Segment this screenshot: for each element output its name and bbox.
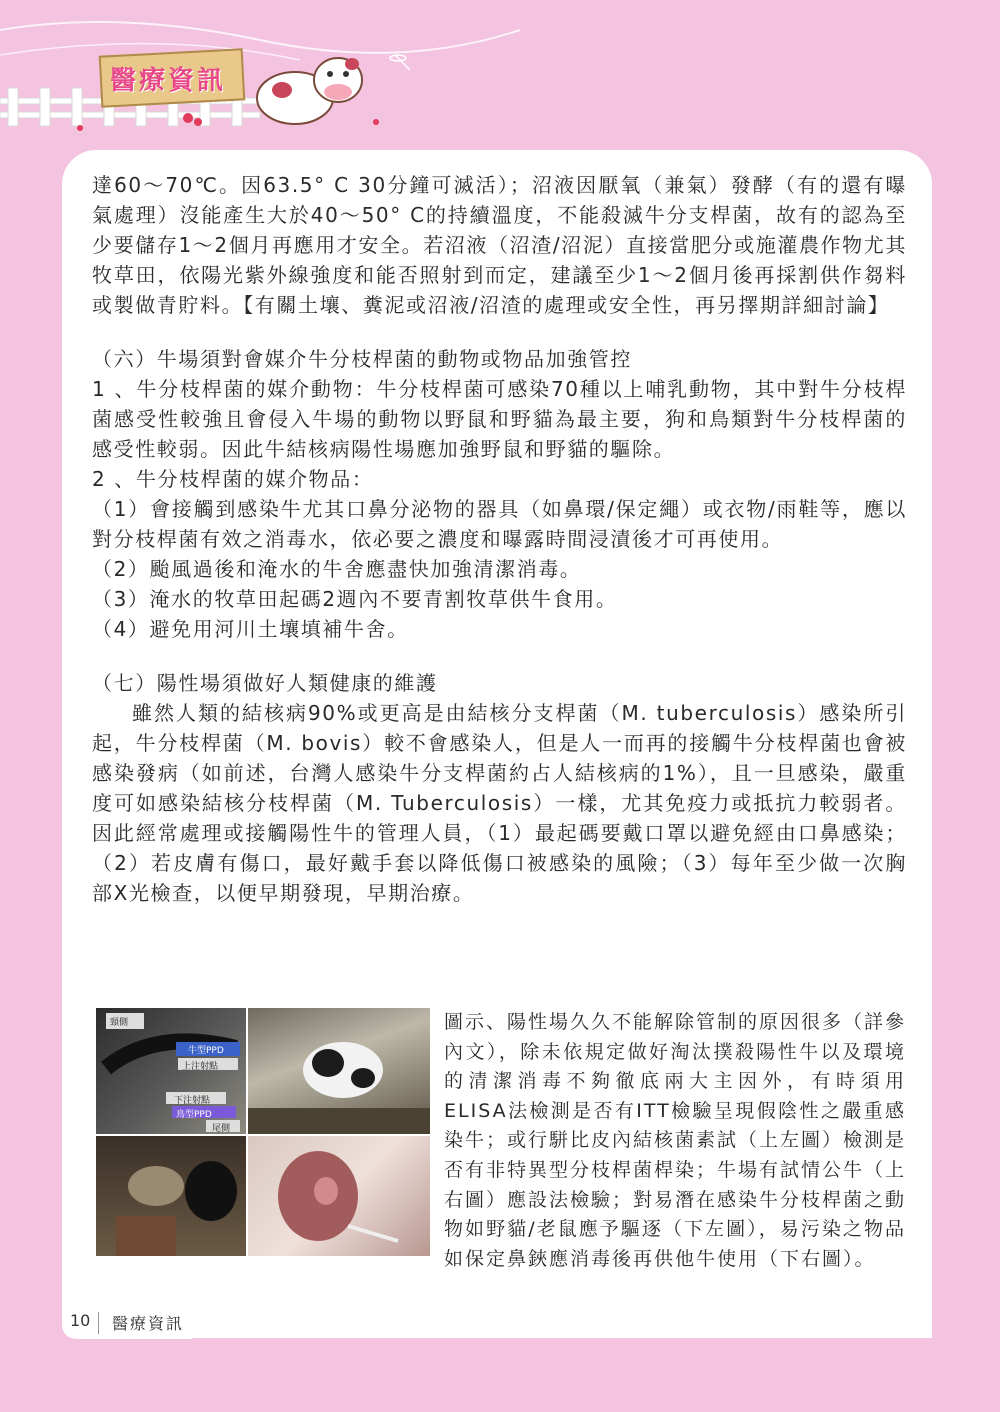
section-7 <box>92 668 907 908</box>
photo-tuberculin-test <box>96 1008 246 1134</box>
article-body <box>92 170 907 932</box>
page-number: 10 <box>70 1311 91 1330</box>
cow-icon <box>257 58 362 124</box>
label-tail: 尾側 <box>212 1124 231 1134</box>
intro-block <box>92 170 907 320</box>
footer-title: 醫療資訊 <box>112 1314 185 1333</box>
caption-text: 圖示、陽性場久久不能解除管制的原因很多（詳參內文），除未依規定做好淘汰撲殺陽性牛以及環境的清潔消毒不夠徹底兩大主因外，有時須用ELISA法檢測是否有ITT檢驗呈現假陰性之嚴重感染牛；或行駢比皮內結核菌素試（上左圖）檢測是否有非特異型分枝桿菌桿染；牛場有試情公牛（上右圖）應設法檢驗；對易潛在感染牛分枝桿菌之動物如野貓/老鼠應予驅逐（下左圖），易污染之物品如保定鼻鋏應消毒後再供他牛使用（下右圖）。 <box>444 1011 907 1270</box>
paragraph: 達60～70℃。因63.5° C 30分鐘可滅活）；沼液因厭氧（兼氣）發酵（有的還有曝氣處理）沒能產生大於40～50° C的持續溫度，不能殺滅牛分支桿菌，故有的認為至少要儲存1～2個月再應用才安全。若沼液（沼渣/沼泥）直接當肥分或施灌農作物尤其牧草田，依陽光紫外線強度和能否照射到而定，建議至少1～2個月後再採割供作芻料或製做青貯料。【有關土壤、糞泥或沼液/沼渣的處理或安全性，再另擇期詳細討論】 <box>92 173 907 317</box>
header-banner <box>0 0 1000 160</box>
label-neck: 頸側 <box>110 1018 129 1028</box>
sub-item: （1）會接觸到感染牛尤其口鼻分泌物的器具（如鼻環/保定繩）或衣物/雨鞋等，應以對分枝桿菌有效之消毒水，依必要之濃度和曝露時間浸漬後才可再使用。 <box>92 497 907 551</box>
photo-teaser-bull <box>248 1008 430 1134</box>
cat-image <box>96 1136 246 1256</box>
section-heading: （七）陽性場須做好人類健康的維護 <box>92 671 438 695</box>
figure-caption <box>444 1008 906 1274</box>
section-title: 醫療資訊 <box>110 66 227 96</box>
sub-item: （4）避免用河川土壤填補牛舍。 <box>92 617 409 641</box>
dragonfly-icon <box>390 55 410 70</box>
footer-divider <box>98 1312 99 1334</box>
label-avian-ppd: 鳥型PPD <box>176 1110 212 1120</box>
sub-item: （2）颱風過後和淹水的牛舍應盡快加強清潔消毒。 <box>92 557 582 581</box>
cow-nose-image <box>248 1136 430 1256</box>
cow-image <box>248 1008 430 1134</box>
photo-nose-tong <box>248 1136 430 1256</box>
label-upper-point: 上注射點 <box>182 1062 219 1072</box>
section-6 <box>92 344 907 644</box>
label-lower-point: 下注射點 <box>174 1096 211 1106</box>
photo-cat <box>96 1136 246 1256</box>
paragraph: 雖然人類的結核病90%或更高是由結核分支桿菌（M. tuberculosis）感染所引起，牛分枝桿菌（M. bovis）較不會感染人，但是人一而再的接觸牛分枝桿菌也會被感染發病（如前述，台灣人感染牛分支桿菌約占人結核病的1%），且一旦感染，嚴重度可如感染結核分枝桿菌（M. Tuberculosis）一樣，尤其免疫力或抵抗力較弱者。因此經常處理或接觸陽性牛的管理人員，（1）最起碼要戴口罩以避免經由口鼻感染；（2）若皮膚有傷口，最好戴手套以降低傷口被感染的風險；（3）每年至少做一次胸部X光檢查，以便早期發現，早期治療。 <box>92 701 907 905</box>
list-item: 2 、牛分枝桿菌的媒介物品： <box>92 467 374 491</box>
sub-item: （3）淹水的牧草田起碼2週內不要青割牧草供牛食用。 <box>92 587 618 611</box>
figure-photos <box>96 1008 430 1256</box>
label-bovine-ppd: 牛型PPD <box>188 1046 224 1056</box>
section-heading: （六）牛場須對會媒介牛分枝桿菌的動物或物品加強管控 <box>92 347 632 371</box>
list-item: 1 、牛分枝桿菌的媒介動物：牛分枝桿菌可感染70種以上哺乳動物，其中對牛分枝桿菌感受性較強且會侵入牛場的動物以野鼠和野貓為最主要，狗和鳥類對牛分枝桿菌的感受性較弱。因此牛結核病陽性場應加強野鼠和野貓的驅除。 <box>92 377 907 461</box>
